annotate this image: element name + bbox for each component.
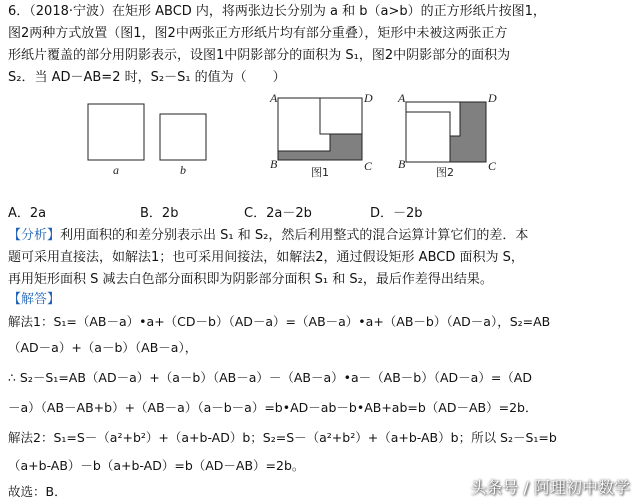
fig1-D: D (364, 91, 373, 105)
answer-line-4: －a）（AB－AB+b）+（AB－a）（a－b－a）=b•AD－ab－b•AB+ab=b（AD－AB）=2b． (8, 400, 538, 415)
answer-line-7: 故选：B． (8, 484, 67, 499)
fig2-shade-corner (450, 134, 486, 162)
watermark: 头条号 / 阿理初中数学 (470, 478, 630, 497)
question-line-1: 6．（2018·宁波）在矩形 ABCD 内，将两张边长分别为 a 和 b（a>b）的正方形纸片按图1， (8, 4, 546, 19)
answer-line-1: 解法1：S₁=（AB－a）•a+（CD－b）（AD－a）=（AB－a）•a+（AB－b）（AD－a），S₂=AB (8, 314, 551, 329)
question-line-2: 图2两种方式放置（图1，图2中两张正方形纸片均有部分重叠），矩形中未被这两张正方 (8, 26, 508, 41)
fig1-caption: 图1 (311, 166, 329, 179)
answer-line-2: （AD－a）+（a－b）（AB－a）， (8, 340, 198, 355)
option-c: C．2a－2b (244, 206, 312, 221)
fig1-A: A (270, 91, 278, 105)
option-b: B．2b (140, 206, 179, 221)
question-line-3: 形纸片覆盖的部分用阴影表示，设图1中阴影部分的面积为 S₁，图2中阴影部分的面积为 (8, 48, 511, 63)
squares-figure (88, 100, 208, 180)
option-a: A．2a (8, 206, 47, 221)
fig2-D: D (488, 91, 497, 105)
square-b (160, 114, 206, 160)
label-b: b (180, 163, 186, 177)
figure-2 (396, 90, 516, 190)
analysis-line-3: 再用矩形面积 S 减去白色部分面积即为阴影部分面积 S₁ 和 S₂，最后作差得出结果。 (8, 272, 493, 287)
square-a (88, 104, 144, 160)
figure-1 (266, 90, 386, 190)
answer-line-3: ∴ S₂－S₁=AB（AD－a）+（a－b）（AB－a）－（AB－a）•a－（AB－b）（AD－a）=（AD (8, 370, 532, 385)
fig1-square-b (320, 98, 362, 134)
fig2-A: A (398, 91, 406, 105)
label-a: a (113, 163, 119, 177)
fig1-C: C (364, 159, 373, 173)
fig2-square-a (406, 112, 450, 162)
question-line-4: S₂．当 AD－AB=2 时，S₂－S₁ 的值为（ ） (8, 70, 286, 85)
analysis-text-1: 利用面积的和差分别表示出 S₁ 和 S₂，然后利用整式的混合运算计算它们的差．本 (60, 228, 529, 243)
analysis-line-2: 题可采用直接法，如解法1；也可采用间接法，如解法2，通过假设矩形 ABCD 面积为 S， (8, 250, 524, 265)
analysis-tag: 【分析】 (8, 228, 61, 243)
answer-tag: 【解答】 (8, 292, 61, 307)
answer-line-6: （a+b-AB）－b（a+b-AD）=b（AD－AB）=2b。 (8, 458, 305, 473)
fig2-caption: 图2 (436, 166, 454, 179)
fig1-shade-right (330, 134, 362, 160)
fig2-C: C (488, 159, 497, 173)
fig2-B: B (398, 157, 406, 171)
analysis-line-1 (8, 226, 528, 246)
answer-line-5: 解法2：S₁=S－（a²+b²）+（a+b-AD）b；S₂=S－（a²+b²）+（a+b-AB）b；所以 S₂－S₁=b (8, 430, 557, 445)
option-d: D．－2b (370, 206, 423, 221)
fig1-B: B (270, 157, 278, 171)
